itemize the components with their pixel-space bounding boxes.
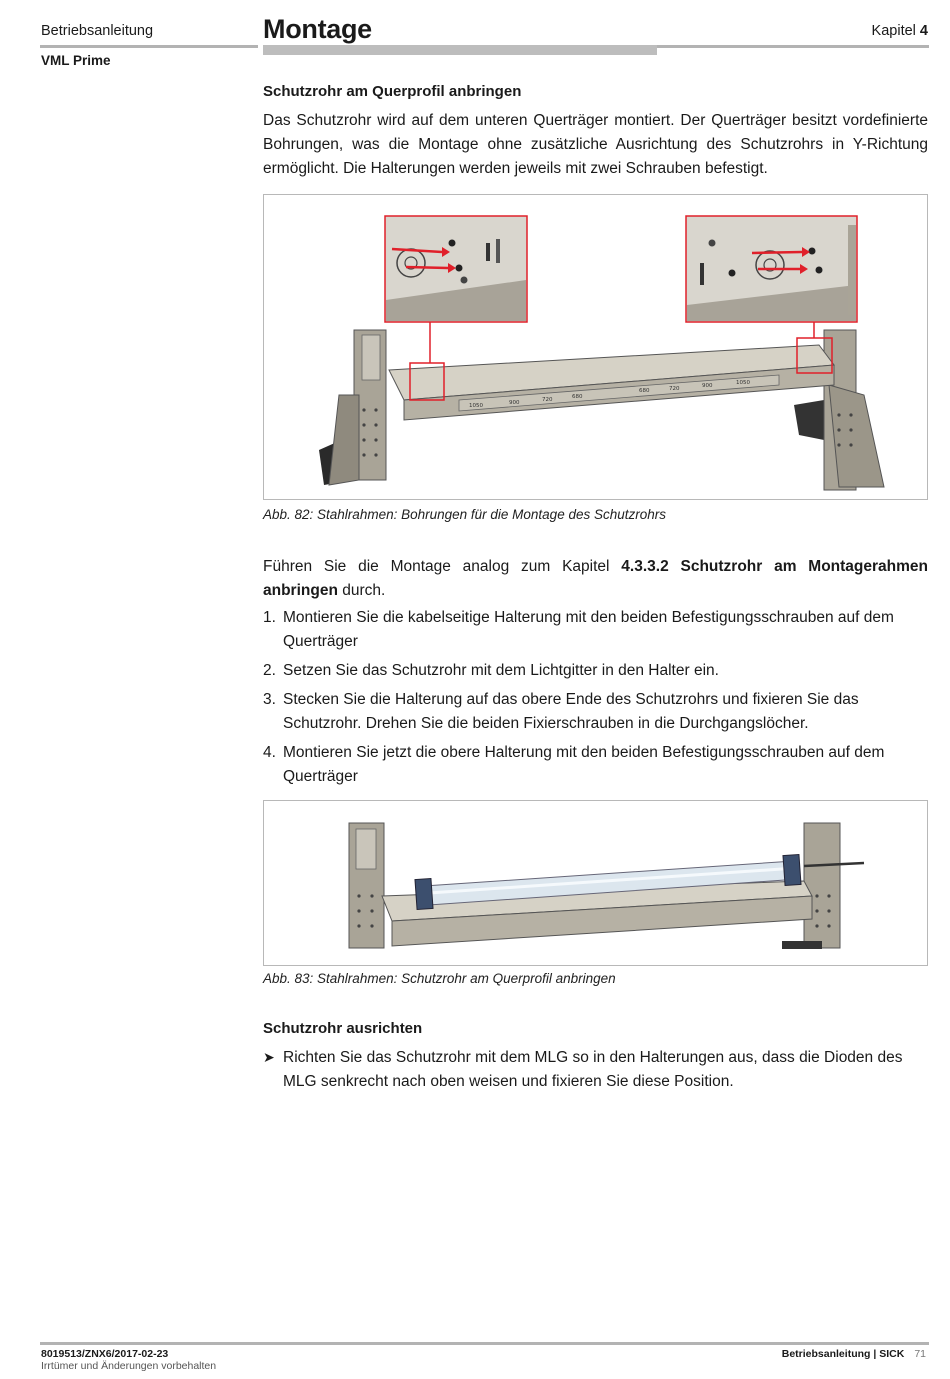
chapter-label: Kapitel [871,23,916,39]
tube-end-cap-left [415,878,433,909]
step-text: Montieren Sie die kabelseitige Halterung mit den beiden Befestigungsschrauben auf dem Querträger [283,609,894,650]
scale-label: 680 [572,394,583,400]
figure-83-caption: Abb. 83: Stahlrahmen: Schutzrohr am Querprofil anbringen [263,971,616,986]
page-number: 71 [914,1348,926,1360]
footer-doc-type: Betriebsanleitung [781,1348,871,1360]
product-name: VML Prime [41,53,111,68]
scale-label: 900 [702,383,713,389]
steel-frame-drawing [264,195,928,500]
step-text: Setzen Sie das Schutzrohr mit dem Lichtgitter in den Halter ein. [283,662,719,679]
header-rule-title [263,45,657,55]
protective-tube-drawing [264,801,928,966]
step-text: Stecken Sie die Halterung auf das obere Ende des Schutzrohrs und fixieren Sie das Schutzrohr. Drehen Sie die beiden Fixierschrauben in die Durchgangslöcher. [283,691,859,732]
scale-label: 1050 [736,380,750,386]
footer-disclaimer: Irrtümer und Änderungen vorbehalten [41,1360,217,1372]
section-heading-align: Schutzrohr ausrichten [263,1020,423,1037]
step-number: 1. [263,609,276,626]
instruction-steps [263,606,928,794]
scale-label: 900 [509,400,520,406]
frame-foot-right [794,400,824,440]
upright-left-face [362,335,380,380]
list-item [263,659,928,683]
align-instruction [263,1046,928,1094]
scale-label: 680 [639,388,650,394]
step-number: 3. [263,691,276,708]
header-rule-left [40,45,258,48]
frame-leg-right [829,385,884,487]
list-item [263,688,928,736]
chapter-indicator [872,23,928,39]
footer-doc-id: 8019513/ZNX6/2017-02-23 [41,1348,169,1360]
tube-end-cap-right [783,854,801,885]
figure-82-steel-frame-holes [263,194,928,500]
arrow-bullet-icon: ➤ [263,1050,275,1066]
header-rule-right [657,45,929,48]
scale-label: 720 [669,386,680,392]
footer-right [782,1348,926,1360]
frame-leg-left [329,395,359,485]
page-title: Montage [263,14,372,44]
figure-82-caption: Abb. 82: Stahlrahmen: Bohrungen für die Montage des Schutzrohrs [263,507,666,522]
chapter-reference-link[interactable]: 4.3.3.2 Schutzrohr am Montagerahmen anbringen [263,558,928,599]
section-heading-attach: Schutzrohr am Querprofil anbringen [263,83,522,100]
detail-inset-right [686,216,857,322]
chapter-number: 4 [919,23,928,39]
footer-rule [40,1342,929,1345]
section-body-attach: Das Schutzrohr wird auf dem unteren Querträger montiert. Der Querträger besitzt vordefinierte Bohrungen, was die Montage ohne zusätzliche Ausrichtung des Schutzrohrs in Y-Richtung ermöglicht. Die Halterungen werden jeweils mit zwei Schrauben befestigt. [263,112,928,177]
step-number: 4. [263,744,276,761]
list-item [263,606,928,654]
reference-post: durch. [337,582,386,599]
align-instruction-text: Richten Sie das Schutzrohr mit dem MLG so in den Halterungen aus, dass die Dioden des MLG senkrecht nach oben weisen und fixieren Sie diese Position. [283,1049,903,1090]
scale-label: 1050 [469,403,483,409]
footer-separator: | [870,1348,880,1360]
figure-83-protective-tube [263,800,928,966]
frame-upright-right [804,823,840,948]
scale-label: 720 [542,397,553,403]
reference-paragraph [263,555,928,603]
header-doc-type: Betriebsanleitung [41,23,154,39]
step-number: 2. [263,662,276,679]
footer-brand: SICK [879,1348,905,1360]
detail-inset-left [385,216,527,322]
reference-pre: Führen Sie die Montage analog zum Kapitel [263,558,622,575]
list-item [263,741,928,789]
step-text: Montieren Sie jetzt die obere Halterung mit den beiden Befestigungsschrauben auf dem Querträger [283,744,885,785]
